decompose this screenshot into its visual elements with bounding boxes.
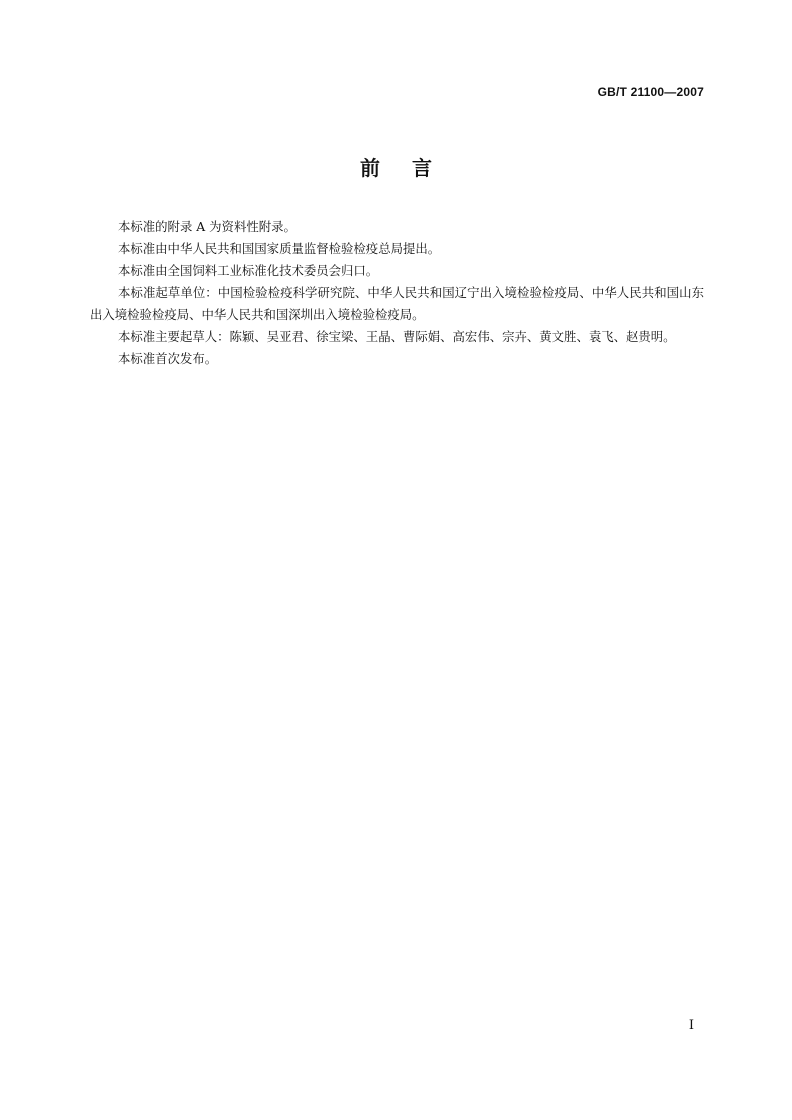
page-number: I xyxy=(688,1018,694,1033)
page-title xyxy=(0,152,792,181)
standard-code: GB/T 21100—2007 xyxy=(597,85,704,99)
title-char-1: 前 xyxy=(360,156,380,180)
paragraph-annex: 本标准的附录 A 为资料性附录。 xyxy=(118,219,296,234)
paragraph-first-release: 本标准首次发布。 xyxy=(118,351,218,366)
paragraph-drafting-units: 本标准起草单位：中国检验检疫科学研究院、中华人民共和国辽宁出入境检验检疫局、中华人民共和国山东出入境检验检疫局、中华人民共和国深圳出入境检验检疫局。 xyxy=(90,285,704,322)
foreword-body xyxy=(90,216,704,370)
title-char-2: 言 xyxy=(412,156,432,180)
paragraph-proposer: 本标准由中华人民共和国国家质量监督检验检疫总局提出。 xyxy=(118,241,441,256)
paragraph-committee: 本标准由全国饲料工业标准化技术委员会归口。 xyxy=(118,263,379,278)
paragraph-drafters: 本标准主要起草人：陈颖、吴亚君、徐宝梁、王晶、曹际娟、高宏伟、宗卉、黄文胜、袁飞、赵贵明。 xyxy=(118,329,676,344)
